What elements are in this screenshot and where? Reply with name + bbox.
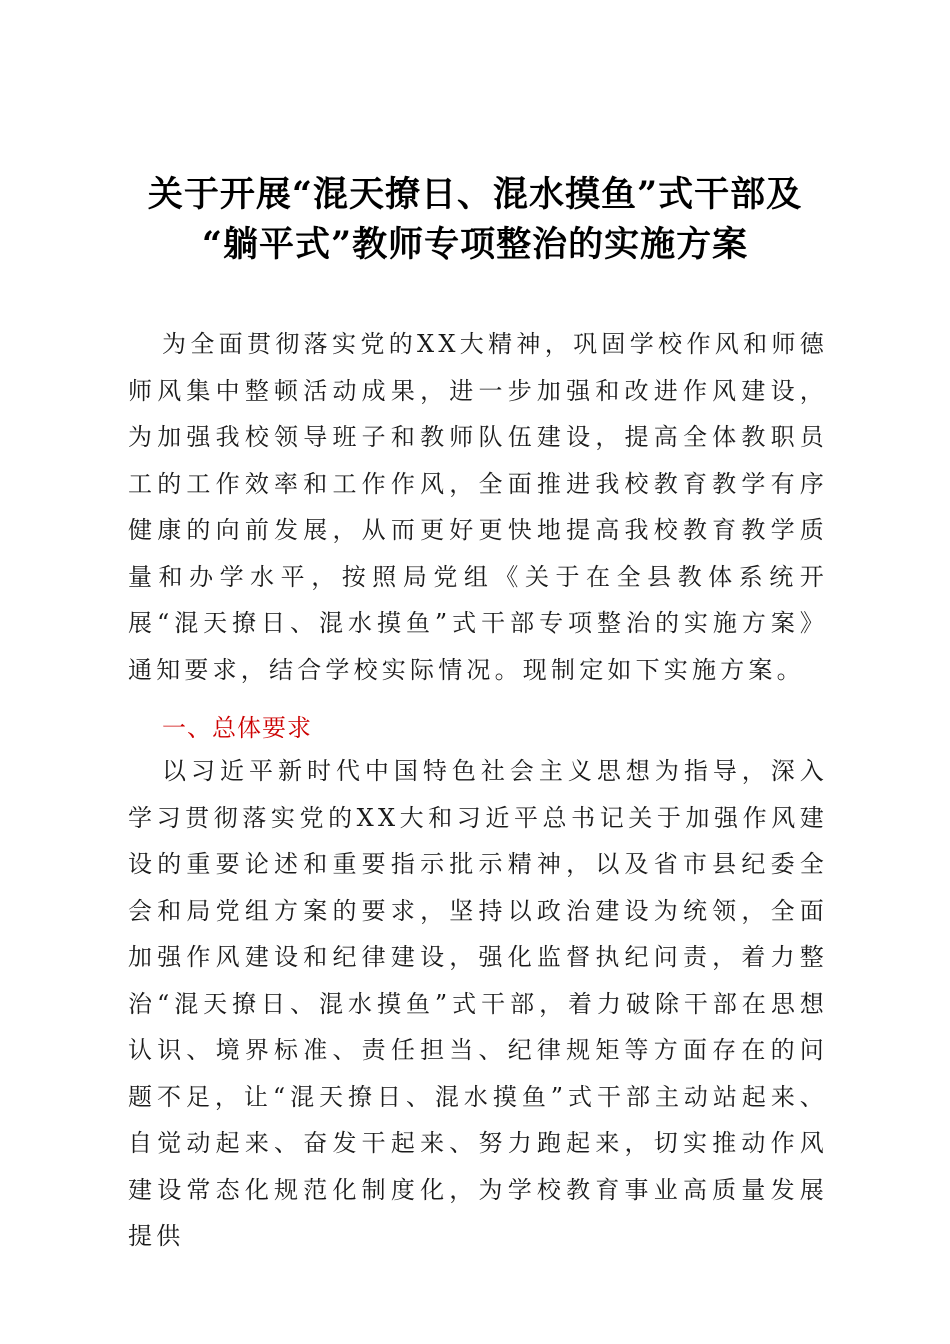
intro-paragraph: 为全面贯彻落实党的XX大精神，巩固学校作风和师德师风集中整顿活动成果，进一步加强和改进作风建设，为加强我校领导班子和教师队伍建设，提高全体教职员工的工作效率和工作作风，全面推进我校教育教学有序健康的向前发展，从而更好更快地提高我校教育教学质量和办学水平，按照局党组《关于在全县教体系统开展“混天撩日、混水摸鱼”式干部专项整治的实施方案》通知要求，结合学校实际情况。现制定如下实施方案。 — [128, 330, 828, 684]
section-heading-general-requirements: 一、总体要求 — [162, 714, 312, 742]
title-line-1: 关于开展“混天撩日、混水摸鱼”式干部及 — [147, 174, 803, 215]
title-line-2: “躺平式”教师专项整治的实施方案 — [201, 224, 749, 265]
general-requirements-paragraph: 以习近平新时代中国特色社会主义思想为指导，深入学习贯彻落实党的XX大和习近平总书记关于加强作风建设的重要论述和重要指示批示精神，以及省市县纪委全会和局党组方案的要求，坚持以政治建设为统领，全面加强作风建设和纪律建设，强化监督执纪问责，着力整治“混天撩日、混水摸鱼”式干部，着力破除干部在思想认识、境界标准、责任担当、纪律规矩等方面存在的问题不足，让“混天撩日、混水摸鱼”式干部主动站起来、自觉动起来、奋发干起来、努力跑起来，切实推动作风建设常态化规范化制度化，为学校教育事业高质量发展提供 — [128, 757, 828, 1250]
document-title — [60, 170, 890, 270]
